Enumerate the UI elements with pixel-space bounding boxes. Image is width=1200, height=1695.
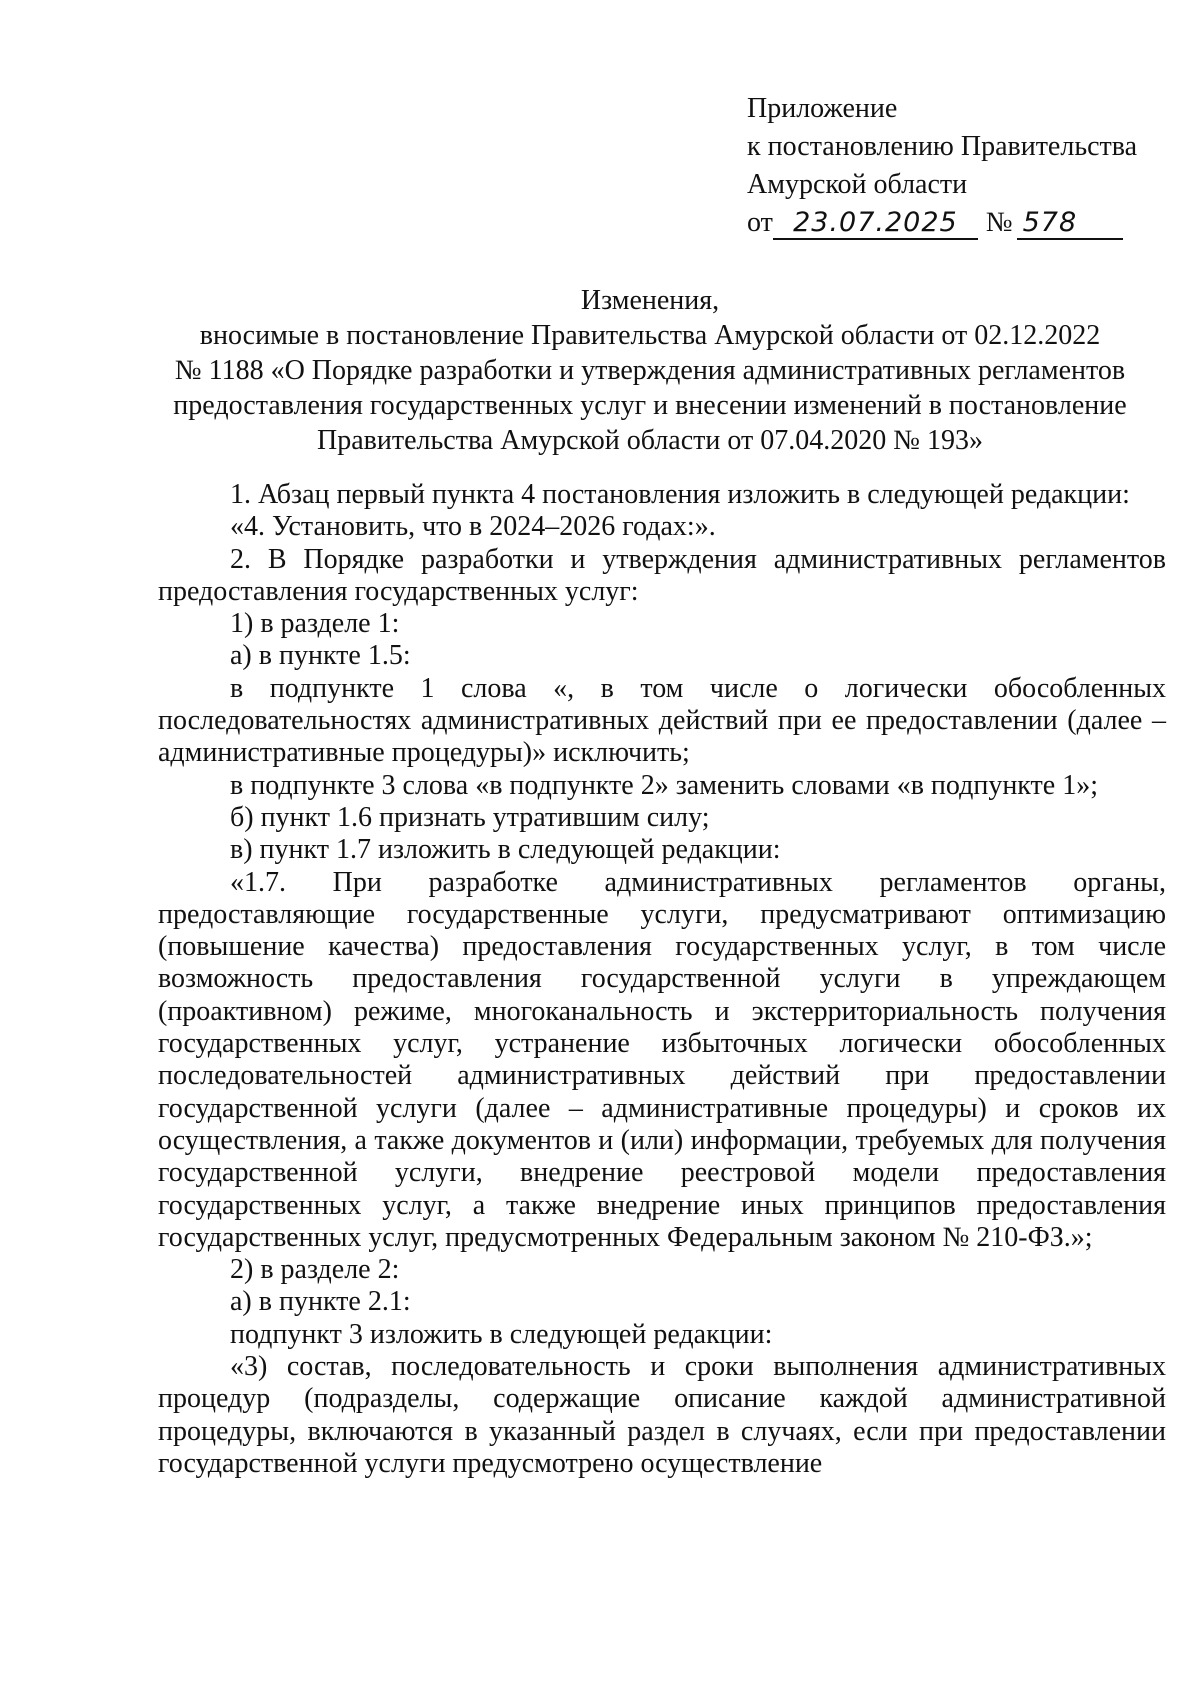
appendix-heading: Приложение bbox=[747, 93, 898, 124]
title-line-3: № 1188 «О Порядке разработки и утверждения административных регламентов bbox=[174, 355, 1126, 386]
paragraph: подпункт 3 изложить в следующей редакции: bbox=[230, 1318, 773, 1350]
paragraph: в подпункте 3 слова «в подпункте 2» заменить словами «в подпункте 1»; bbox=[230, 769, 1098, 801]
handwritten-number: 578 bbox=[1017, 208, 1123, 240]
paragraph: а) в пункте 2.1: bbox=[230, 1286, 411, 1318]
document-body bbox=[158, 479, 1166, 1480]
appendix-date-number-row bbox=[747, 204, 1137, 242]
paragraph: 1) в разделе 1: bbox=[230, 608, 400, 640]
paragraph: б) пункт 1.6 признать утратившим силу; bbox=[230, 801, 710, 833]
title-line-4: предоставления государственных услуг и внесении изменений в постановление bbox=[173, 390, 1127, 421]
appendix-block bbox=[747, 90, 1137, 242]
appendix-region: Амурской области bbox=[747, 169, 968, 200]
paragraph: в) пункт 1.7 изложить в следующей редакции: bbox=[230, 834, 781, 866]
appendix-reference: к постановлению Правительства bbox=[747, 131, 1138, 162]
paragraph: «1.7. При разработке административных регламентов органы, предоставляющие государственные услуги, предусматривают оптимизацию (повышение качества) предоставления государственных услуг, в том числе возможность предоставления государственной услуги в упреждающем (проактивном) режиме, многоканальность и экстерриториальность получения государственных услуг, устранение избыточных логически обособленных последовательностей административных действий при предоставлении государственной услуги (далее – административные процедуры) и сроков их осуществления, а также документов и (или) информации, требуемых для получения государственной услуги, внедрение реестровой модели предоставления государственных услуг, а также внедрение иных принципов предоставления государственных услуг, предусмотренных Федеральным законом № 210-ФЗ.»; bbox=[158, 866, 1166, 1253]
document-title bbox=[150, 283, 1150, 458]
title-line-5: Правительства Амурской области от 07.04.2020 № 193» bbox=[317, 425, 983, 456]
number-label: № bbox=[985, 207, 1013, 238]
paragraph: 2. В Порядке разработки и утверждения административных регламентов предоставления государственных услуг: bbox=[158, 543, 1166, 607]
paragraph: 1. Абзац первый пункта 4 постановления изложить в следующей редакции: bbox=[230, 479, 1130, 510]
paragraph: а) в пункте 1.5: bbox=[230, 640, 411, 672]
paragraph: «3) состав, последовательность и сроки выполнения административных процедур (подразделы, содержащие описание каждой административной процедуры, включаются в указанный раздел в случаях, если при предоставлении государственной услуги предусмотрено осуществление bbox=[158, 1351, 1166, 1479]
title-line-2: вносимые в постановление Правительства Амурской области от 02.12.2022 bbox=[199, 320, 1101, 351]
paragraph: в подпункте 1 слова «, в том числе о логически обособленных последовательностях административных действий при ее предоставлении (далее – административные процедуры)» исключить; bbox=[158, 672, 1166, 769]
from-label: от bbox=[747, 207, 773, 238]
paragraph: «4. Установить, что в 2024–2026 годах:». bbox=[230, 511, 716, 543]
title-line-1: Изменения, bbox=[580, 285, 720, 316]
paragraph: 2) в разделе 2: bbox=[230, 1254, 400, 1286]
handwritten-date: 23.07.2025 bbox=[773, 208, 978, 240]
